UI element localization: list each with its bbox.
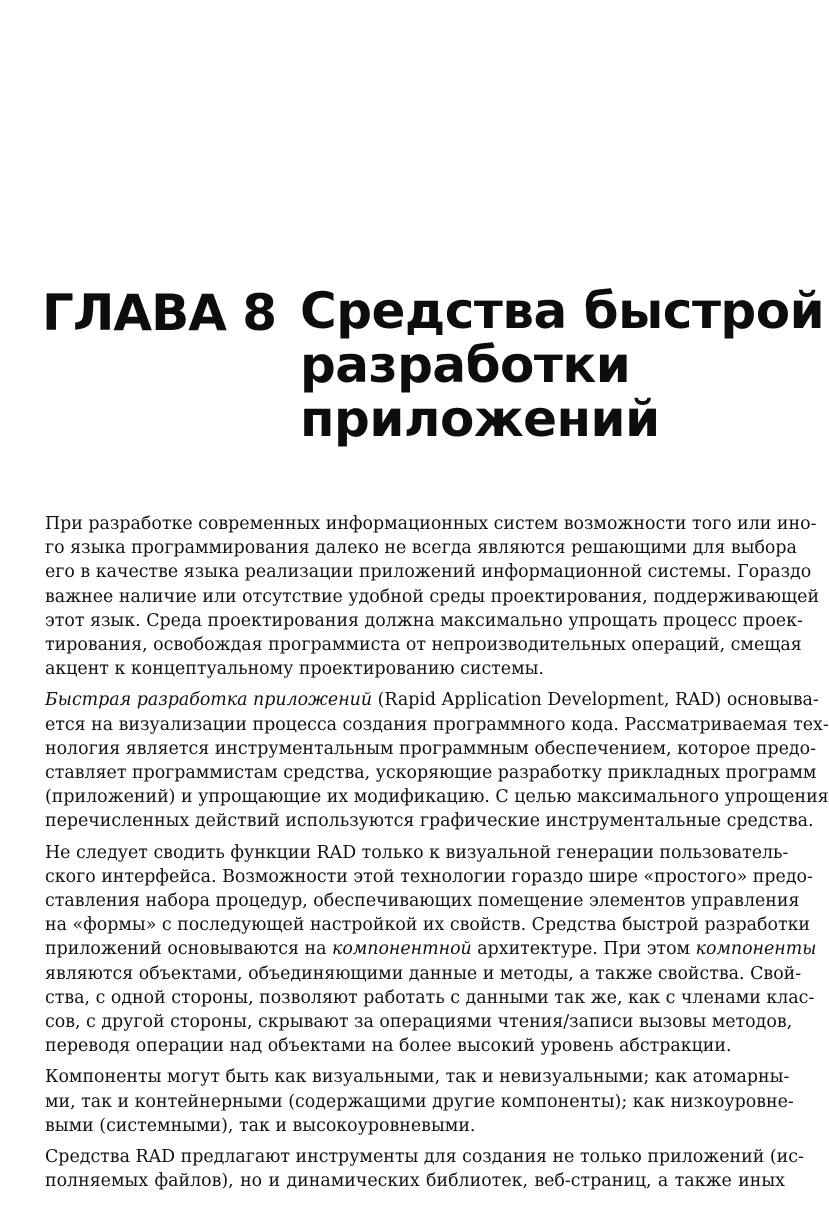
chapter-title-line: приложений [300, 390, 660, 448]
paragraph-intro [45, 512, 820, 681]
text-segment: (Rapid Application Development, RAD) основыва- [372, 690, 819, 711]
text-line: полняемых файлов), но и динамических библиотек, веб-страниц, а также иных [45, 1171, 785, 1192]
term-emphasis: Быстрая разработка приложений [45, 690, 373, 711]
text-line: ского интерфейса. Возможности этой технологии гораздо шире «простого» предо- [45, 866, 813, 887]
term-emphasis: компоненты [695, 939, 817, 960]
text-line: Средства RAD предлагают инструменты для создания не только приложений (ис- [45, 1147, 804, 1168]
text-line: переводя операции над объектами на более высокий уровень абстракции. [45, 1036, 732, 1057]
text-line: ства, с одной стороны, позволяют работать с данными так же, как с членами клас- [45, 987, 815, 1008]
text-line: ставляет программистам средства, ускоряющие разработку прикладных программ [45, 763, 817, 784]
paragraph-rad-tools [45, 1145, 804, 1193]
chapter-title [300, 282, 825, 448]
text-line: тирования, освобождая программиста от непроизводительных операций, смещая [45, 635, 802, 656]
text-line: являются объектами, объединяющими данные и методы, а также свойства. Свой- [45, 963, 802, 984]
text-line: на «формы» с последующей настройкой их свойств. Средства быстрой разработки [45, 915, 811, 936]
text-line: Компоненты могут быть как визуальными, так и невизуальными; как атомарны- [45, 1067, 790, 1088]
text-line: ми, так и контейнерными (содержащими другие компоненты); как низкоуровне- [45, 1091, 794, 1112]
text-line: го языка программирования далеко не всегда являются решающими для выбора [45, 538, 797, 559]
text-segment: приложений основываются на [45, 939, 332, 960]
text-segment: архитектуре. При этом [471, 939, 696, 960]
body-text [45, 512, 829, 1200]
term-emphasis: компонентной [331, 939, 472, 960]
paragraph-components [45, 1065, 794, 1138]
text-line: его в качестве языка реализации приложений информационной системы. Гораздо [45, 562, 812, 583]
text-line: Не следует сводить функции RAD только к визуальной генерации пользователь- [45, 842, 789, 863]
paragraph-rad-definition [45, 688, 829, 833]
text-line: выми (системными), так и высокоуровневыми. [45, 1115, 476, 1136]
text-line: важнее наличие или отсутствие удобной среды проектирования, поддерживающей [45, 586, 820, 607]
text-line: нология является инструментальным программным обеспечением, которое предо- [45, 738, 816, 759]
chapter-title-line: разработки [300, 336, 631, 394]
text-line: При разработке современных информационных систем возможности того или ино- [45, 514, 817, 534]
chapter-title-line: Средства быстрой [300, 282, 825, 340]
text-line: (приложений) и упрощающие их модификацию. С целью максимального упрощения [45, 787, 829, 808]
text-line [45, 688, 819, 712]
text-line: этот язык. Среда проектирования должна максимально упрощать процесс проек- [45, 610, 803, 631]
text-line: акцент к концептуальному проектированию системы. [45, 659, 544, 680]
text-line: сов, с другой стороны, скрывают за операциями чтения/записи вызовы методов, [45, 1012, 793, 1033]
chapter-label: ГЛАВА 8 [42, 284, 277, 342]
text-line: ставления набора процедур, обеспечивающих помещение элементов управления [45, 891, 800, 912]
text-line [45, 937, 817, 961]
text-line: перечисленных действий используются графические инструментальные средства. [45, 811, 814, 832]
paragraph-rad-functions [45, 841, 817, 1059]
text-line: ется на визуализации процесса создания программного кода. Рассматриваемая тех- [45, 714, 829, 735]
